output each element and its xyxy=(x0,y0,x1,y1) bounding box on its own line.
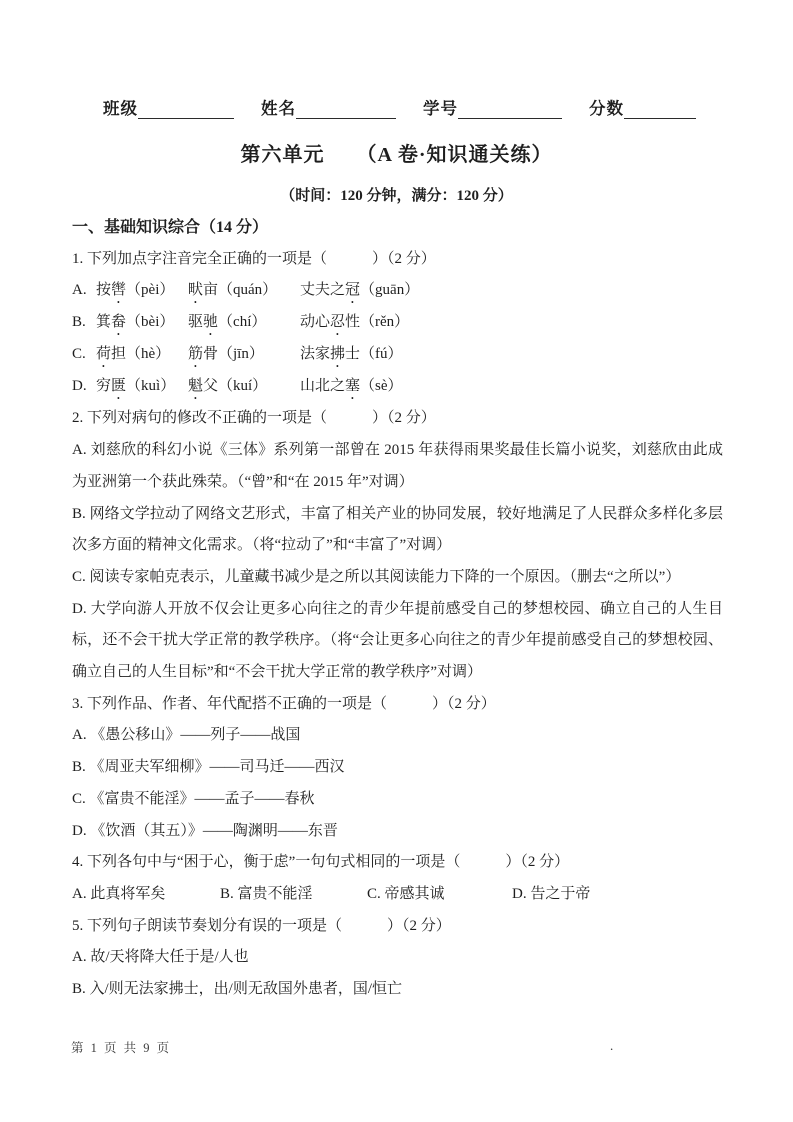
option-item: D. 告之于帝 xyxy=(512,885,591,902)
pinyin-phrase xyxy=(300,275,723,307)
pinyin-phrase xyxy=(188,371,300,403)
question-stem: 1. 下列加点字注音完全正确的一项是（ ）（2 分） xyxy=(72,250,436,267)
student-id-label: 学号 xyxy=(423,99,458,118)
plain-text: 丈夫之 xyxy=(300,282,346,299)
dotted-char: 忍 xyxy=(330,314,346,331)
plain-text: （chí） xyxy=(218,314,267,331)
dotted-char: 驰 xyxy=(203,314,219,331)
plain-text: 驱 xyxy=(188,314,204,331)
pinyin-phrase xyxy=(188,275,300,307)
pinyin-phrase xyxy=(96,339,188,371)
pinyin-phrase xyxy=(188,307,300,339)
dotted-char: 筋 xyxy=(188,346,204,363)
option-item: A. 刘慈欣的科幻小说《三体》系列第一部曾在 2015 年获得雨果奖最佳长篇小说奖，刘慈欣由此成为亚洲第一个获此殊荣。（“曾”和“在 2015 年”对调） xyxy=(72,442,723,490)
pinyin-phrase xyxy=(96,275,188,307)
student-id-blank-line xyxy=(458,102,562,119)
option-item: C. 阅读专家帕克表示，儿童藏书减少是之所以其阅读能力下降的一个原因。（删去“之所以”） xyxy=(72,568,681,585)
pinyin-phrase xyxy=(300,307,723,339)
question-stem: 4. 下列各句中与“困于心，衡于虑”一句句式相同的一项是（ ）（2 分） xyxy=(72,854,570,871)
paper-title: 第六单元 （A 卷·知识通关练） xyxy=(240,144,553,166)
option-row xyxy=(72,339,723,371)
plain-text: 骨（jīn） xyxy=(203,346,264,363)
student-info-row xyxy=(103,99,696,119)
plain-text: 穷 xyxy=(96,378,112,395)
score-blank-line xyxy=(624,102,696,119)
option-item: B. 入/则无法家拂士，出/则无敌国外患者，国/恒亡 xyxy=(72,981,403,998)
question-stem: 3. 下列作品、作者、年代配搭不正确的一项是（ ）（2 分） xyxy=(72,695,496,712)
plain-text: 担（hè） xyxy=(111,346,171,363)
stray-period: . xyxy=(610,1038,614,1053)
name-label: 姓名 xyxy=(261,99,296,118)
question-stem: 5. 下列句子朗读节奏划分有误的一项是（ ）（2 分） xyxy=(72,917,451,934)
option-item: C. 《富贵不能淫》——孟子——春秋 xyxy=(72,790,315,807)
name-blank-line xyxy=(296,102,396,119)
student-id-field xyxy=(423,99,562,119)
pinyin-phrase xyxy=(300,371,723,403)
plain-text: 性（rěn） xyxy=(345,314,410,331)
questions-body xyxy=(72,212,723,1006)
pinyin-phrase xyxy=(188,339,300,371)
dotted-char: 畚 xyxy=(111,314,127,331)
plain-text: （bèi） xyxy=(126,314,175,331)
class-label: 班级 xyxy=(103,99,138,118)
plain-text: 按 xyxy=(96,282,112,299)
plain-text: （guān） xyxy=(360,282,420,299)
plain-text: 士（fú） xyxy=(345,346,403,363)
dotted-char: 塞 xyxy=(345,378,361,395)
option-label: A. xyxy=(72,282,87,299)
option-row xyxy=(72,307,723,339)
section-heading: 一、基础知识综合（14 分） xyxy=(72,219,269,236)
pinyin-phrase xyxy=(300,339,723,371)
option-row xyxy=(72,879,723,911)
option-item: D. 大学向游人开放不仅会让更多心向往之的青少年提前感受自己的梦想校园、确立自己的人生目标，还不会干扰大学正常的教学秩序。（将“会让更多心向往之的青少年提前感受自己的梦想校园、确立自己的人生目标”和“不会干扰大学正常的教学秩序”对调） xyxy=(72,600,723,681)
option-label: B. xyxy=(72,314,86,331)
name-field xyxy=(261,99,396,119)
dotted-char: 拂 xyxy=(330,346,346,363)
option-item: A. 故/天将降大任于是/人也 xyxy=(72,949,249,966)
paper-subtitle: （时间：120 分钟，满分：120 分） xyxy=(280,188,513,204)
option-row xyxy=(72,371,723,403)
score-field xyxy=(589,99,696,119)
page-number: 第 1 页 共 9 页 xyxy=(71,1041,172,1055)
option-item: D. 《饮酒（其五）》——陶渊明——东晋 xyxy=(72,822,338,839)
option-label: D. xyxy=(72,378,87,395)
plain-text: 父（kuí） xyxy=(203,378,268,395)
score-label: 分数 xyxy=(589,99,624,118)
question-stem: 2. 下列对病句的修改不正确的一项是（ ）（2 分） xyxy=(72,410,436,427)
pinyin-phrase xyxy=(96,371,188,403)
class-blank-line xyxy=(138,102,234,119)
option-item: C. 帝感其诚 xyxy=(367,885,445,902)
dotted-char: 畎 xyxy=(188,282,204,299)
dotted-char: 荷 xyxy=(96,346,112,363)
plain-text: （pèi） xyxy=(126,282,175,299)
option-label: C. xyxy=(72,346,86,363)
option-item: B. 富贵不能淫 xyxy=(220,885,313,902)
option-item: B. 《周亚夫军细柳》——司马迁——西汉 xyxy=(72,759,345,776)
plain-text: （sè） xyxy=(360,378,403,395)
dotted-char: 冠 xyxy=(345,282,361,299)
plain-text: 山北之 xyxy=(300,378,346,395)
option-item: A. 《愚公移山》——列子——战国 xyxy=(72,727,301,744)
plain-text: （kuì） xyxy=(126,378,176,395)
class-field xyxy=(103,99,234,119)
plain-text: 法家 xyxy=(300,346,331,363)
pinyin-phrase xyxy=(96,307,188,339)
plain-text: 动心 xyxy=(300,314,331,331)
dotted-char: 辔 xyxy=(111,282,127,299)
plain-text: 箕 xyxy=(96,314,112,331)
option-row xyxy=(72,275,723,307)
dotted-char: 魁 xyxy=(188,378,204,395)
option-item: B. 网络文学拉动了网络文艺形式，丰富了相关产业的协同发展，较好地满足了人民群众多样化多层次多方面的精神文化需求。（将“拉动了”和“丰富了”对调） xyxy=(72,505,723,554)
plain-text: 亩（quán） xyxy=(203,282,278,299)
dotted-char: 匮 xyxy=(111,378,127,395)
option-item: A. 此真将军矣 xyxy=(72,885,166,902)
